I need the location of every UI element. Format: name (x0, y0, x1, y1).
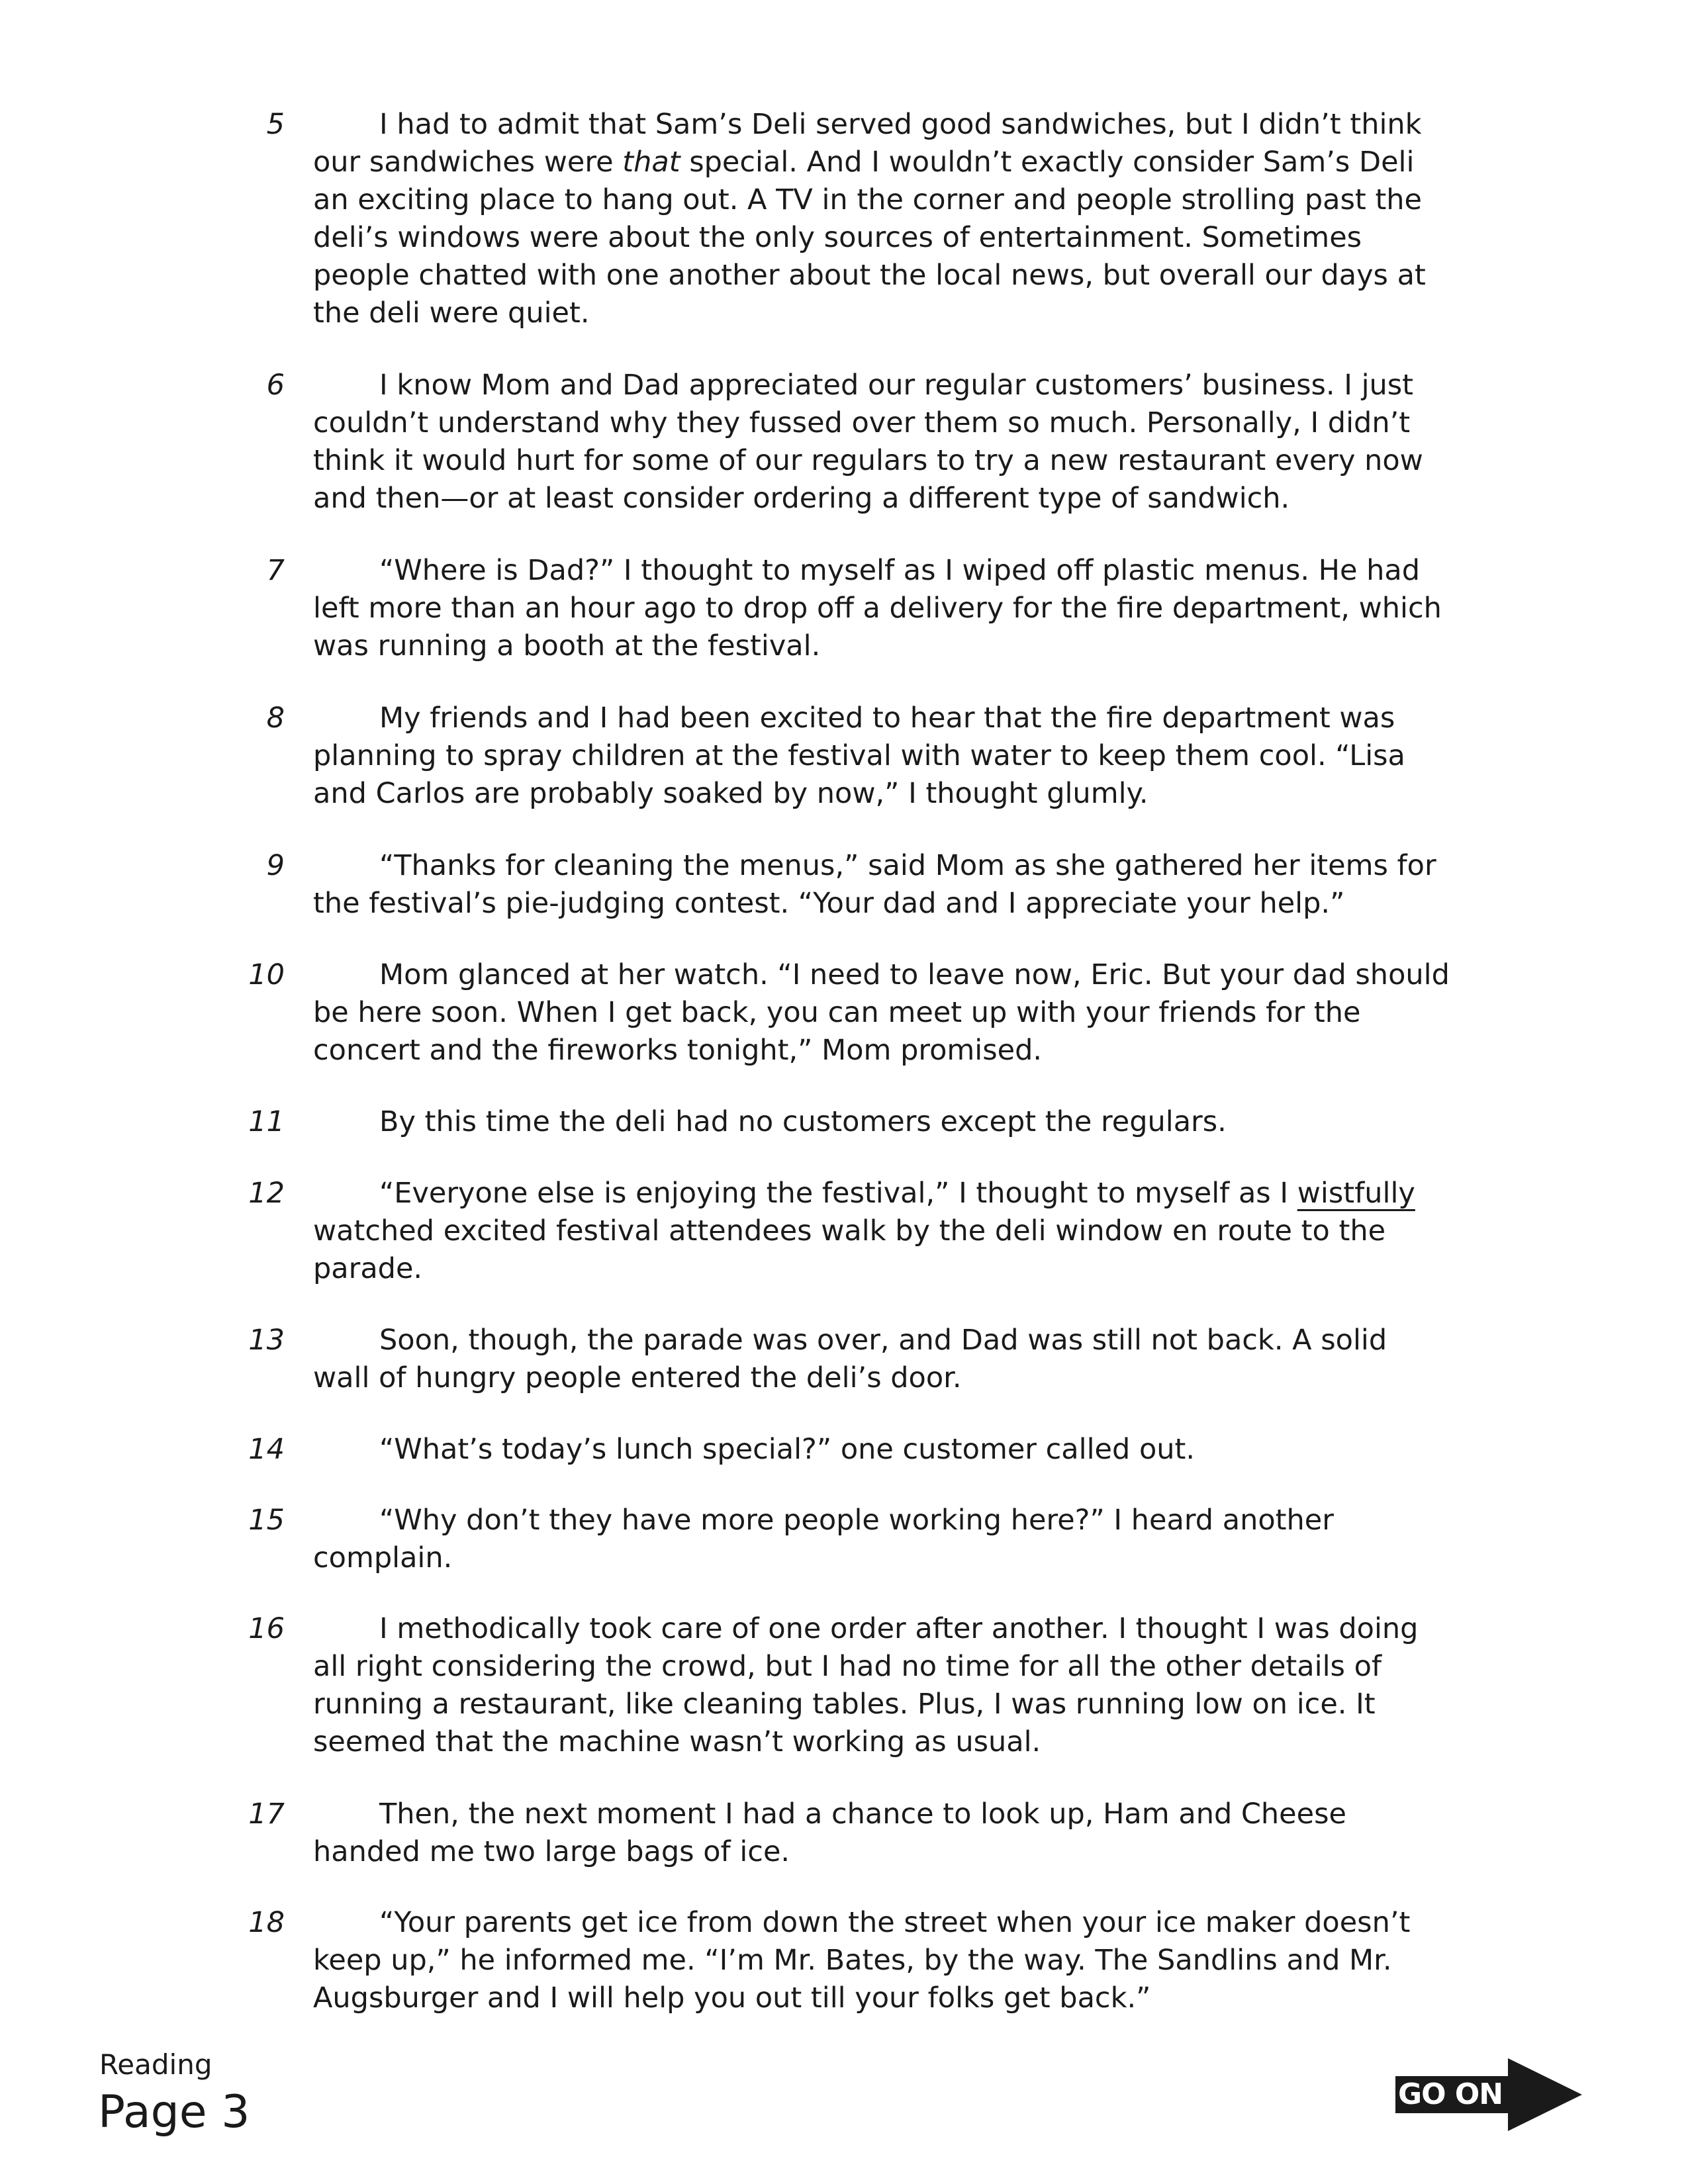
underlined-vocabulary-word: wistfully (1297, 1177, 1415, 1210)
paragraph-text: “What’s today’s lunch special?” one customer called out. (379, 1433, 1196, 1466)
paragraph-text: Then, the next moment I had a chance to look up, Ham and Cheese handed me two large bags of ice. (313, 1797, 1346, 1868)
paragraph-number: 15 (248, 1504, 285, 1537)
paragraph-text: “Your parents get ice from down the street when your ice maker doesn’t keep up,” he informed me. “I’m Mr. Bates, by the way. The Sandlins and Mr. Augsburger and I will help you out till your folks get back.” (313, 1906, 1411, 2015)
paragraph-number: 12 (248, 1177, 285, 1210)
paragraph-text: My friends and I had been excited to hear that the fire department was planning to spray children at the festival with water to keep them cool. “Lisa and Carlos are probably soaked by now,” I thought glumly. (313, 702, 1405, 810)
subject-label: Reading (99, 2048, 212, 2081)
paragraph-text: By this time the deli had no customers except the regulars. (379, 1105, 1227, 1138)
paragraph-number: 9 (266, 849, 285, 882)
paragraph-text: Soon, though, the parade was over, and Dad was still not back. A solid wall of hungry people entered the deli’s door. (313, 1324, 1387, 1394)
paragraph-number: 8 (266, 702, 285, 735)
paragraph-number: 16 (248, 1612, 285, 1645)
paragraph-text: “Thanks for cleaning the menus,” said Mom as she gathered her items for the festival’s pie-judging contest. “Your dad and I appreciate your help.” (313, 849, 1436, 920)
text-segment: watched excited festival attendees walk by the deli window en route to the parade. (313, 1214, 1386, 1285)
paragraph-text: Mom glanced at her watch. “I need to leave now, Eric. But your dad should be here soon. When I get back, you can meet up with your friends for the concert and the fireworks tonight,” Mom promised. (313, 958, 1450, 1067)
paragraph-text: “Why don’t they have more people working here?” I heard another complain. (313, 1504, 1334, 1574)
paragraph-number: 6 (266, 369, 285, 402)
paragraph-number: 11 (248, 1105, 285, 1138)
go-on-label: GO ON (1398, 2077, 1503, 2111)
paragraph-number: 5 (266, 108, 285, 141)
page-number: Page 3 (98, 2086, 250, 2138)
paragraph-number: 17 (248, 1797, 285, 1831)
text-segment: “Everyone else is enjoying the festival,” I thought to myself as I (379, 1177, 1297, 1210)
paragraph-number: 7 (266, 554, 285, 587)
text-segment: special. And I wouldn’t exactly consider Sam’s Deli an exciting place to hang out. A TV in the corner and people strolling past the deli’s windows were about the only sources of entertainment. Sometimes people chatted with one another about the local news, but overall our days at the deli were quiet. (313, 146, 1426, 330)
paragraph-text: I methodically took care of one order after another. I thought I was doing all right considering the crowd, but I had no time for all the other details of running a restaurant, like cleaning tables. Plus, I was running low on ice. It seemed that the machine wasn’t working as usual. (313, 1612, 1419, 1758)
paragraph-number: 18 (248, 1906, 285, 1939)
emphasized-word: that (622, 146, 680, 179)
text-segment: I had to admit that Sam’s Deli served good sandwiches, but I didn’t think our sandwiches were (313, 108, 1422, 179)
paragraph-text (313, 1175, 1452, 1288)
paragraph-number: 13 (248, 1324, 285, 1357)
paragraph-number: 14 (248, 1433, 285, 1466)
paragraph-text: I know Mom and Dad appreciated our regular customers’ business. I just couldn’t understand why they fussed over them so much. Personally, I didn’t think it would hurt for some of our regulars to try a new restaurant every now and then—or at least consider ordering a different type of sandwich. (313, 369, 1423, 515)
go-on-arrow (1395, 2058, 1582, 2131)
paragraph-number: 10 (248, 958, 285, 991)
paragraph-text (313, 106, 1452, 332)
paragraph-text: “Where is Dad?” I thought to myself as I wiped off plastic menus. He had left more than an hour ago to drop off a delivery for the fire department, which was running a booth at the festival. (313, 554, 1442, 662)
